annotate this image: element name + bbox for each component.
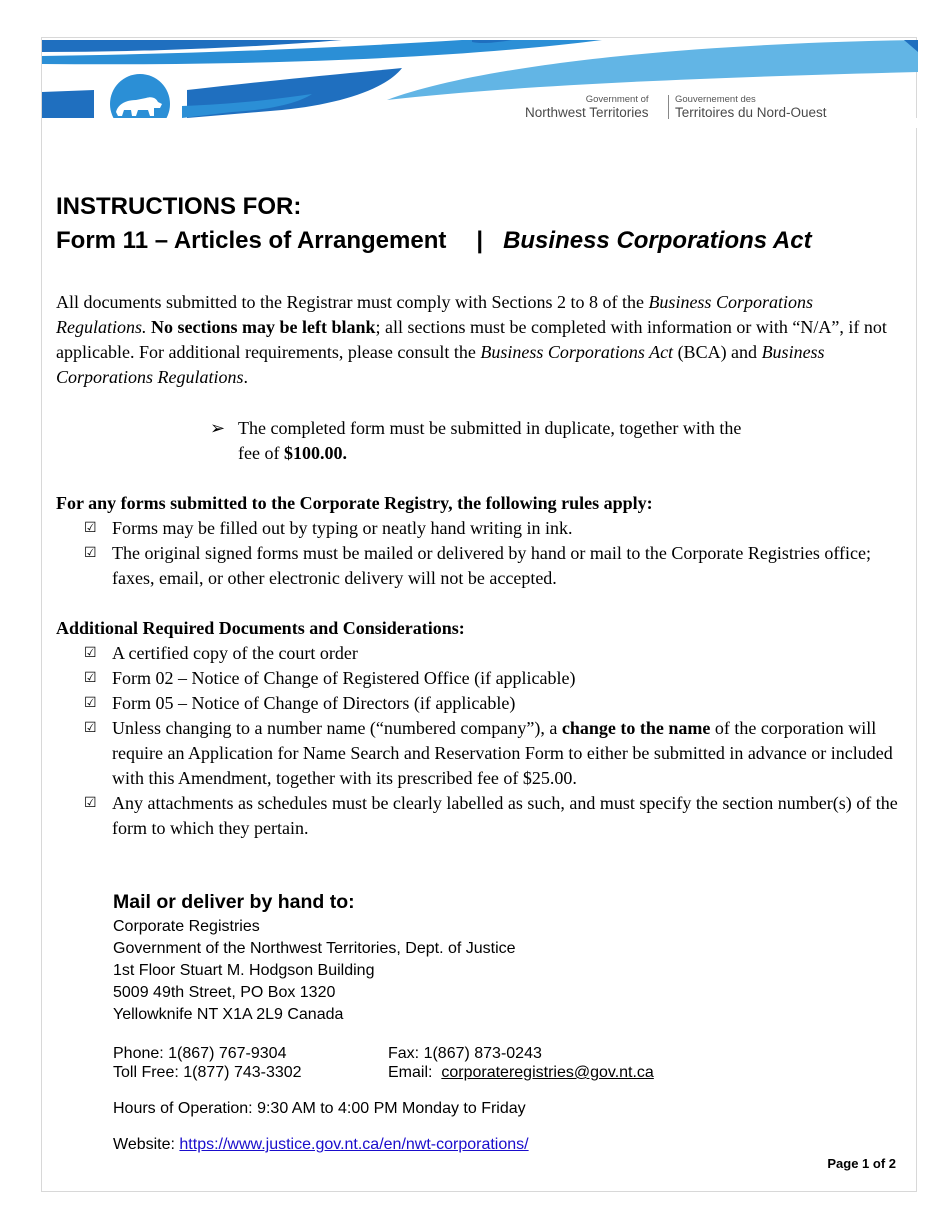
fee-text-body: The completed form must be submitted in duplicate, together with the fee of [238,418,742,463]
checkbox-checked-icon: ☑ [84,645,97,661]
email-label: Email: [388,1064,442,1081]
additional-text: Any attachments as schedules must be clearly labelled as such, and must specify the section number(s) of the form to which they pertain. [112,793,898,838]
additional-text: A certified copy of the court order [112,643,358,663]
fax-number: Fax: 1(867) 873-0243 [388,1045,542,1062]
gov-fr-label [675,94,827,121]
address-line: 5009 49th Street, PO Box 1320 [113,984,336,1001]
rule-text: Forms may be filled out by typing or neatly hand writing in ink. [112,518,573,538]
checkbox-checked-icon: ☑ [84,670,97,686]
phone-number: Phone: 1(867) 767-9304 [113,1045,287,1062]
mail-heading: Mail or deliver by hand to: [113,891,355,913]
list-item [82,541,902,591]
list-item [82,516,902,541]
checkbox-checked-icon: ☑ [84,695,97,711]
arrow-bullet-icon: ➢ [210,418,226,438]
address-line: Government of the Northwest Territories, Dept. of Justice [113,940,516,957]
email-link[interactable]: corporateregistries@gov.nt.ca [441,1064,654,1081]
additional-text: of the corporation will require an Application for Name Search and Reservation Form to either be submitted in advance or included with this Amendment, together with its prescribed fee of $25.00. [112,718,893,788]
gov-en-small: Government of [585,94,649,105]
title-act: Business Corporations Act [503,227,812,254]
fee-amount: $100.00. [283,443,347,463]
address-line: Corporate Registries [113,918,260,935]
rules-heading: For any forms submitted to the Corporate Registry, the following rules apply: [56,493,653,513]
list-item [82,791,902,841]
additional-bold: change to the name [561,718,711,738]
document-page [41,37,917,1192]
rule-text: The original signed forms must be mailed or delivered by hand or mail to the Corporate Registries office; faxes, email, or other electronic delivery will not be accepted. [112,543,871,588]
toll-free-number: Toll Free: 1(877) 743-3302 [113,1064,302,1081]
email-row [388,1063,654,1082]
contact-column-phone [113,1044,302,1082]
intro-text-1: All documents submitted to the Registrar must comply with Sections 2 to 8 of the [56,292,649,312]
additional-text: Unless changing to a number name (“numbered company”), a [112,718,562,738]
page-title [56,190,812,258]
mail-section [113,888,516,1026]
list-item [82,716,902,791]
intro-bold: No sections may be left blank [151,317,376,337]
gov-fr-big: Territoires du Nord-Ouest [675,105,827,120]
additional-heading: Additional Required Documents and Considerations: [56,618,465,638]
intro-italic-2: Business Corporations Act [480,342,674,362]
address-line: 1st Floor Stuart M. Hodgson Building [113,962,375,979]
intro-text-3: (BCA) and [673,342,762,362]
checkbox-checked-icon: ☑ [84,720,97,736]
rules-list [82,516,902,591]
fee-text [238,416,758,466]
gov-en-label [525,94,649,121]
list-item [82,666,902,691]
intro-text-4: . [243,367,249,387]
checkbox-checked-icon: ☑ [84,545,97,561]
list-item [82,691,902,716]
checkbox-checked-icon: ☑ [84,795,97,811]
title-line1: INSTRUCTIONS FOR: [56,193,302,220]
additional-list [82,641,902,841]
contact-column-fax [388,1044,654,1082]
gov-fr-small: Gouvernement des [675,94,756,105]
additional-text: Form 05 – Notice of Change of Directors (if applicable) [112,693,516,713]
gnwt-header-banner [42,38,918,128]
intro-text-2: ; all sections must be completed with information or with “N/A”, if not applicable. For additional requirements, please consult the [56,317,887,362]
address-line: Yellowknife NT X1A 2L9 Canada [113,1006,344,1023]
website-link[interactable]: https://www.justice.gov.nt.ca/en/nwt-corporations/ [179,1136,529,1153]
website-label: Website: [113,1136,180,1153]
intro-italic-3: Business Corporations Regulations [56,342,825,387]
gov-en-big: Northwest Territories [525,105,649,120]
intro-italic-1: Business Corporations Regulations. [56,292,813,337]
mail-address [113,916,516,1026]
title-form: Form 11 – Articles of Arrangement [56,227,447,254]
page-number: Page 1 of 2 [827,1156,896,1171]
hours-of-operation: Hours of Operation: 9:30 AM to 4:00 PM Monday to Friday [113,1100,526,1117]
title-separator: | [476,227,484,254]
intro-paragraph [56,290,896,390]
checkbox-checked-icon: ☑ [84,520,97,536]
website-row [113,1134,529,1156]
additional-text: Form 02 – Notice of Change of Registered Office (if applicable) [112,668,576,688]
fee-note [210,416,758,466]
gov-separator [668,95,669,119]
list-item [82,641,902,666]
